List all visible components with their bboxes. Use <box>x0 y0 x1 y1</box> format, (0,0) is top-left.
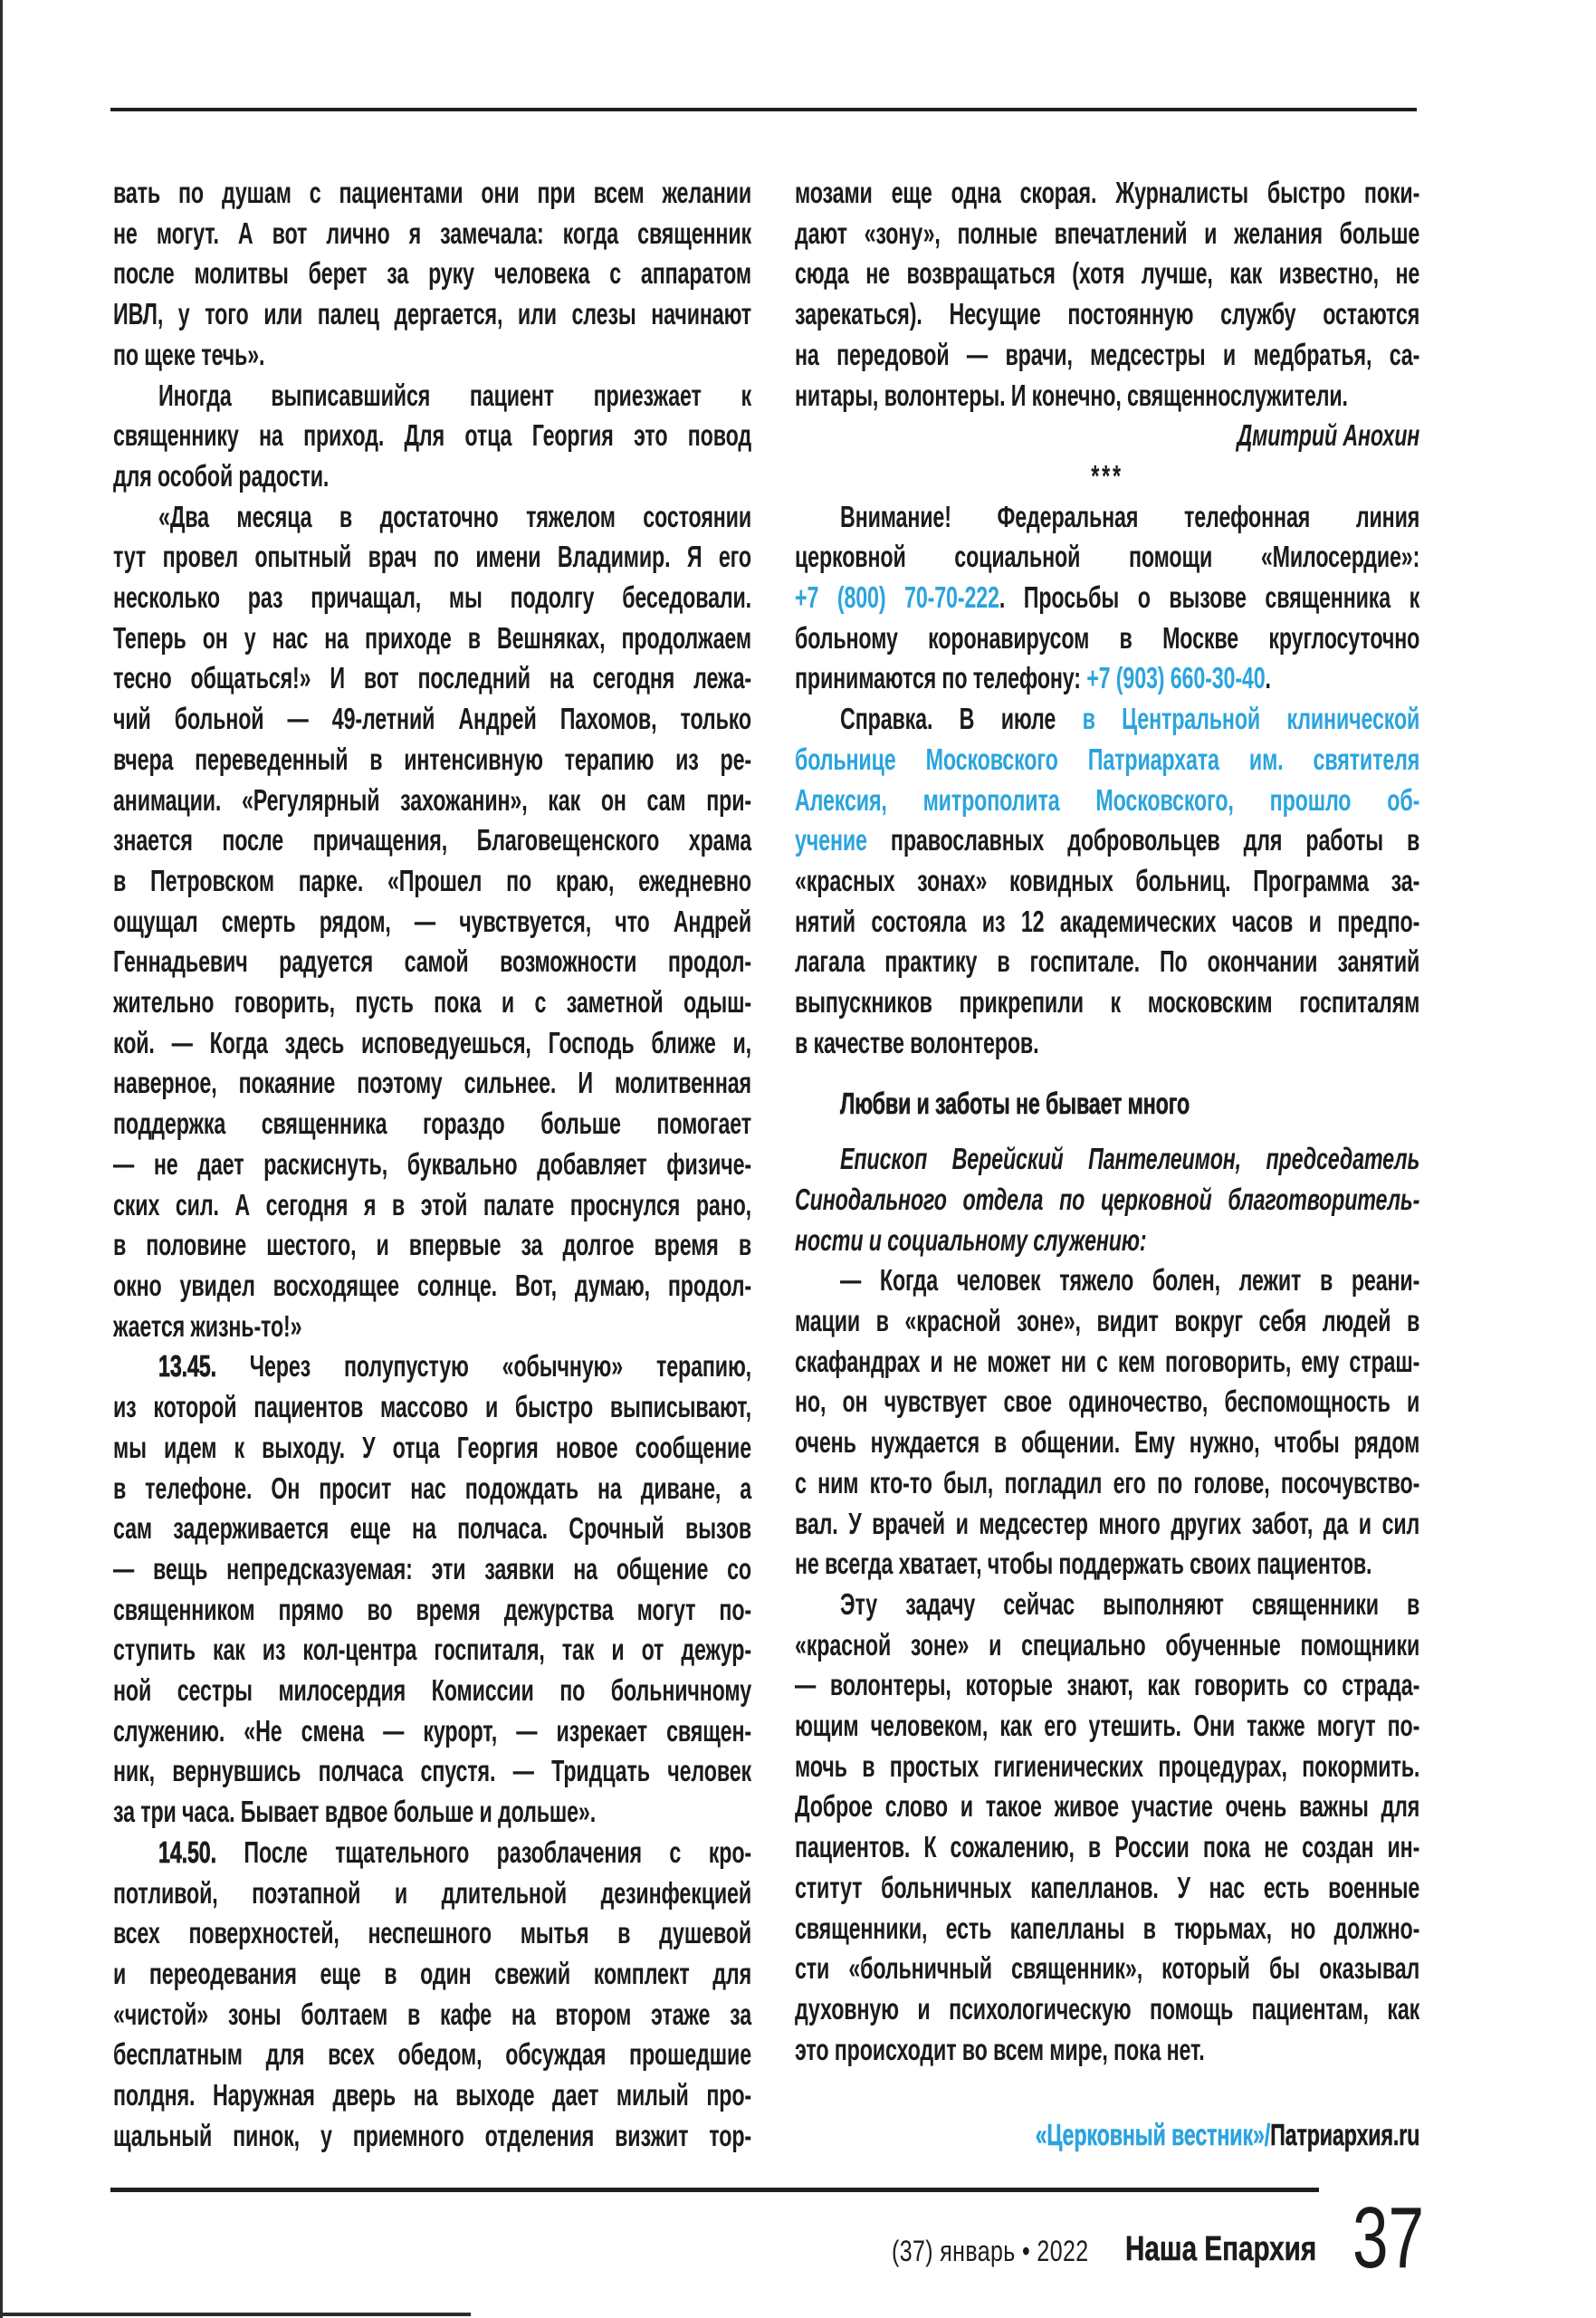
text-line: тесно общаться!» И вот последний на сегодня лежа- <box>113 661 751 695</box>
footer-issue-date: (37) январь • 2022 <box>892 2235 1089 2267</box>
text-line: мозами еще одна скорая. Журналисты быстро поки- <box>795 176 1420 209</box>
text-line: после молитвы берет за руку человека с аппаратом <box>113 256 751 291</box>
text-line: ник, вернувшись полчаса спустя. — Тридцать человек <box>113 1754 751 1788</box>
text-line: ститут больничных капелланов. У нас есть военные <box>795 1870 1420 1904</box>
paragraph <box>795 1260 1419 1585</box>
text-line: полдня. Наружная дверь на выходе дает милый про- <box>113 2078 751 2112</box>
text-line: но, он чувствует свое одиночество, беспомощность и <box>795 1384 1420 1419</box>
text-line: не могут. А вот лично я замечала: когда священник <box>113 216 751 250</box>
text-line: Алексия, митрополита Московского, прошло об- <box>795 782 1420 817</box>
speaker-paragraph <box>795 1139 1419 1260</box>
text-line: мочь в простых гигиенических процедурах, покормить. <box>795 1748 1420 1783</box>
text-line: зарекаться). Несущие постоянную службу остаются <box>795 297 1420 331</box>
text-line: «красной зоне» и специально обученные помощники <box>795 1627 1420 1662</box>
text-line: Теперь он у нас на приходе в Вешняках, продолжаем <box>113 620 751 655</box>
text-line: выпускников прикрепили к московским госпиталям <box>795 985 1420 1020</box>
text-line: жительно говорить, пусть пока и с заметной одыш- <box>113 985 751 1020</box>
text-line: бесплатным для всех обедом, обсуждая прошедшие <box>113 2037 751 2072</box>
text-line: в телефоне. Он просит нас подождать на диване, а <box>113 1470 751 1505</box>
footer-rule <box>110 2188 1319 2192</box>
text-line: — волонтеры, которые знают, как говорить со страда- <box>795 1668 1420 1702</box>
text-line: Синодального отдела по церковной благотворитель- <box>795 1182 1420 1216</box>
text-line: пациентов. К сожалению, в России пока не создан ин- <box>795 1830 1420 1864</box>
text-line: Епископ Верейский Пантелеимон, председатель <box>840 1142 1420 1176</box>
section-heading <box>795 1084 1419 1125</box>
text-line: знается после причащения, Благовещенского храма <box>113 823 751 857</box>
text-line: мы идем к выходу. У отца Георгия новое сообщение <box>113 1430 751 1464</box>
paragraph <box>795 173 1419 416</box>
text-line: Иногда выписавшийся пациент приезжает к <box>158 378 751 412</box>
paragraph <box>113 1346 751 1832</box>
text-line: Любви и заботы не бывает много <box>840 1087 1190 1121</box>
text-line: поддержка священника гораздо больше помогает <box>113 1106 751 1141</box>
text-line: по щеке течь». <box>113 337 265 371</box>
text-line: Геннадьевич радуется самой возможности продол- <box>113 944 751 979</box>
text-line: церковной социальной помощи «Милосердие»: <box>795 540 1420 574</box>
text-line: ИВЛ, у того или палец дергается, или слезы начинают <box>113 297 751 331</box>
text-line: ступить как из кол-центра госпиталя, так и от дежур- <box>113 1633 751 1667</box>
article-column-left <box>113 173 751 2156</box>
text-line: кой. — Когда здесь исповедуешься, Господь ближе и, <box>113 1025 751 1059</box>
text-line: это происходит во всем мире, пока нет. <box>795 2032 1205 2066</box>
text-line: на передовой — врачи, медсестры и медбратья, са- <box>795 337 1420 371</box>
text-line: — вещь непредсказуемая: эти заявки на общение со <box>113 1551 751 1585</box>
text-line: жается жизнь-то!» <box>113 1308 302 1343</box>
text-line: потливой, поэтапной и длительной дезинфекцией <box>113 1875 751 1910</box>
paragraph <box>113 1833 751 2157</box>
paragraph <box>795 699 1419 1063</box>
text-line: вал. У врачей и медсестер много других забот, да и сил <box>795 1506 1420 1540</box>
text-line: тут провел опытный врач по имени Владимир. Я его <box>113 540 751 574</box>
page-bottom-edge-line <box>0 2313 471 2316</box>
text-line: для особой радости. <box>113 458 330 493</box>
text-line: ной сестры милосердия Комиссии по больничному <box>113 1673 751 1708</box>
text-line: вать по душам с пациентами они при всем желании <box>113 176 751 209</box>
text-line: «красных зонах» ковидных больниц. Программа за- <box>795 863 1420 897</box>
text-line: духовную и психологическую помощь пациентам, как <box>795 1991 1420 2026</box>
text-line: нитары, волонтеры. И конечно, священнослужители. <box>795 378 1348 412</box>
text-line: чий больной — 49-летний Андрей Пахомов, только <box>113 702 751 736</box>
text-line: «Два месяца в достаточно тяжелом состоянии <box>158 499 751 533</box>
text-line: учение православных добровольцев для работы в <box>795 823 1420 857</box>
text-line: Доброе слово и такое живое участие очень важны для <box>795 1789 1420 1824</box>
paragraph <box>795 497 1419 700</box>
text-line: в Петровском парке. «Прошел по краю, ежедневно <box>113 863 751 897</box>
text-line: несколько раз причащал, мы подолгу беседовали. <box>113 580 751 615</box>
article-column-right <box>795 173 1419 2156</box>
text-line: — Когда человек тяжело болен, лежит в реани- <box>840 1263 1420 1298</box>
text-line: «чистой» зоны болтаем в кафе на втором этаже за <box>113 1997 751 2031</box>
text-line: сюда не возвращаться (хотя лучше, как известно, не <box>795 256 1420 291</box>
text-line: Эту задачу сейчас выполняют священники в <box>840 1586 1420 1621</box>
text-line: ности и социальному служению: <box>795 1222 1147 1257</box>
text-line: Дмитрий Анохин <box>1237 418 1420 453</box>
text-line: священником прямо во время дежурства могут по- <box>113 1592 751 1626</box>
text-line: окно увидел восходящее солнце. Вот, думаю, продол- <box>113 1268 751 1302</box>
text-line: и переодевания еще в один свежий комплект для <box>113 1956 751 1990</box>
text-line: очень нуждается в общении. Ему нужно, чтобы рядом <box>795 1425 1420 1460</box>
paragraph <box>795 1585 1419 2070</box>
text-line: не всегда хватает, чтобы поддержать своих пациентов. <box>795 1547 1372 1581</box>
paragraph <box>113 376 751 497</box>
text-line: священники, есть капелланы в тюрьмах, но должно- <box>795 1911 1420 1945</box>
separator-stars <box>795 456 1419 497</box>
text-line: «Церковный вестник»/Патриархия.ru <box>1035 2118 1420 2152</box>
footer-page-number: 37 <box>1352 2189 1425 2286</box>
text-line: анимации. «Регулярный захожанин», как он сам при- <box>113 782 751 817</box>
footer-magazine-title: Наша Епархия <box>1125 2230 1317 2268</box>
text-line: *** <box>1091 458 1123 493</box>
text-line: мации в «красной зоне», видит вокруг себя людей в <box>795 1303 1420 1337</box>
text-line: вчера переведенный в интенсивную терапию из ре- <box>113 742 751 776</box>
text-line: наверное, покаяние поэтому сильнее. И молитвенная <box>113 1066 751 1100</box>
text-line: 13.45. Через полупустую «обычную» терапию, <box>158 1349 751 1384</box>
text-line: сти «больничный священник», который бы оказывал <box>795 1951 1420 1986</box>
text-line: больному коронавирусом в Москве круглосуточно <box>795 620 1420 655</box>
paragraph <box>113 173 751 376</box>
text-line: скафандрах и не может ни с кем поговорить, ему страш- <box>795 1344 1420 1378</box>
text-line: ющим человеком, как его утешить. Они также могут по- <box>795 1709 1420 1743</box>
author-line <box>795 416 1419 456</box>
text-line: в половине шестого, и впервые за долгое время в <box>113 1228 751 1262</box>
attribution-line <box>795 2115 1419 2156</box>
text-line: дают «зону», полные впечатлений и желания больше <box>795 216 1420 250</box>
text-line: Справка. В июле в Центральной клинической <box>840 702 1420 736</box>
text-line: нятий состояла из 12 академических часов и предпо- <box>795 904 1420 938</box>
text-line: ских сил. А сегодня я в этой палате проснулся рано, <box>113 1187 751 1221</box>
page-left-edge-line <box>0 0 3 2318</box>
paragraph <box>113 497 751 1347</box>
header-rule <box>110 108 1417 111</box>
text-line: в качестве волонтеров. <box>795 1025 1039 1059</box>
text-line: всех поверхностей, неспешного мытья в душевой <box>113 1916 751 1950</box>
text-line: сам задерживается еще на полчаса. Срочный вызов <box>113 1511 751 1546</box>
text-line: принимаются по телефону: +7 (903) 660-30-40. <box>795 661 1271 695</box>
text-line: с ним кто-то был, погладил его по голове, посочувство- <box>795 1465 1420 1499</box>
text-line: 14.50. После тщательного разоблачения с кро- <box>158 1834 751 1869</box>
text-line: щальный пинок, у приемного отделения визжит тор- <box>113 2118 751 2152</box>
text-line: служению. «Не смена — курорт, — изрекает священ- <box>113 1713 751 1748</box>
text-line: +7 (800) 70-70-222. Просьбы о вызове священника к <box>795 580 1420 615</box>
text-line: лагала практику в госпитале. По окончании занятий <box>795 944 1420 979</box>
text-line: — не дает раскиснуть, буквально добавляет физиче- <box>113 1146 751 1181</box>
text-line: священнику на приход. Для отца Георгия это повод <box>113 418 751 453</box>
text-line: ощущал смерть рядом, — чувствуется, что Андрей <box>113 904 751 938</box>
text-line: за три часа. Бывает вдвое больше и дольше». <box>113 1795 597 1829</box>
text-line: из которой пациентов массово и быстро выписывают, <box>113 1390 751 1424</box>
text-line: больнице Московского Патриархата им. святителя <box>795 742 1420 776</box>
text-line: Внимание! Федеральная телефонная линия <box>840 499 1420 533</box>
